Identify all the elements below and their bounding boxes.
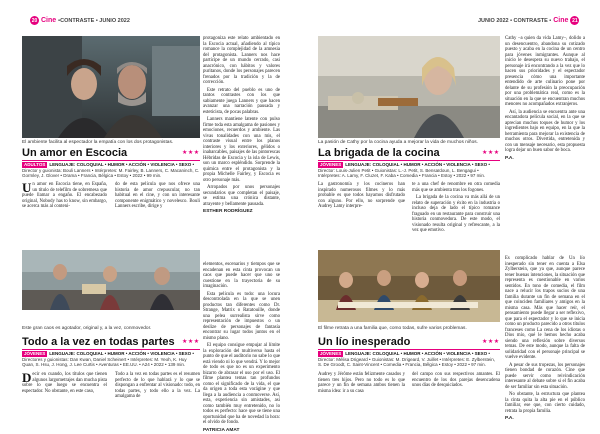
- review-divider: [318, 160, 500, 161]
- left-page-number: 20: [31, 17, 38, 24]
- review-text: do de esta película que nos ofrece una historia de amor crepuscular, no tan habitual en el cine, y con un interesante componente enigmático y novelesco. Bouli Lanners escribe, dirige y: [115, 182, 200, 209]
- review-text: La brigada de la cocina va más allá de un relato de superación y éxito en la industria o incluso deja de lado el típico romance fraguado en un restaurante para construir una historia conmovedora. De este modo, el visionado resulta original y refrescante, a la vez que emotivo.: [412, 195, 500, 233]
- review-text: Así, la audiencia se encuentra ante una encantadora película social, en la que se aprecian muchos toques de humor y los ingredientes bajo en equipo, en la que la herramienta para mejorar la existencia de muchos otros. Divertida, entretenida y con un mensaje necesario, esta propuesta logra dejar un buen sabor de boca.: [505, 109, 585, 153]
- review-body-col-1: [22, 372, 107, 426]
- rating-stars: ★★★: [182, 150, 200, 156]
- review-photo-un-lio-inesperado: [318, 250, 500, 322]
- review-text: Lanners mantiene latente con pulso firme toda esta amalgama de pasiones y emociones, recuerdos y ambiente. Las vivas tonalidades con una mis, el contraste visual entre los planos interiores y los exteriores, gélidos o inabarcables, paisajes de las pintorescas Hébridas de Escocia y la isla de Lewis, son un marco espléndido. Sorprende la química entre el protagonista y la propia Michelle Fairley, y Escocia es otro personaje más.: [203, 117, 280, 183]
- review-body-col-2: [115, 372, 200, 426]
- review-body-col-3: [203, 36, 280, 256]
- review-body-col-3: [203, 262, 280, 433]
- review-photo-la-brigada-de-la-cocina: [318, 36, 500, 138]
- drop-cap: D: [22, 370, 32, 385]
- review-body-col-2: [115, 182, 200, 256]
- review-text: A pesar de sus tropezas, los personajes tienen bondad de corazón. Cine que puede servir como reivindicación interesante al debate sobre si el fin acaba de ser familiar sin esta situación.: [505, 362, 585, 390]
- review-body-col-2: [412, 372, 500, 426]
- review-divider: [318, 349, 500, 350]
- review-text: protagoniza este relato ambientado en la Escocia actual, añadiendo al típico romance la complejidad de la amnesia del protagonista. Lanners nos hace partícipe de un mundo cerrado, casi anacrónico, con hábitos y valores puritanos, donde los personajes parecen frenados por la tradición y la de corrección.: [203, 36, 280, 85]
- review-signature: ESTHER RODRÍGUEZ: [203, 209, 253, 214]
- review-meta: [22, 351, 200, 368]
- review-text: Este retrato del pueblo es uno de tantos contrastes con los que sabiamente juega Lanners y que hacen avanzar una narración pausada y esteticista, de pocas palabras.: [203, 87, 280, 115]
- family-dinner-photo-image: [318, 250, 500, 322]
- review-caption: El ambiente facilita al espectador la empatía con los dos protagonistas.: [22, 140, 174, 145]
- content-ratings: LENGUAJE: COLOQUIAL • HUMOR • ACCIÓN • VIOLENCIA • SEXO •: [49, 351, 194, 356]
- review-text: Todo a la vez en todas partes es el resumen perfecto de lo que hablará y lo que se dispongan a enfrentar al visionado: todo, en todas partes, y todo ello a la vez. La amalgama de: [115, 372, 200, 399]
- review-text: Arropados por unos personajes secundarios que completan el paisaje, se estima una crónica distante, atrayente y bellamente pausada.: [203, 185, 280, 207]
- right-page: [300, 0, 600, 434]
- review-signature: P.A.: [505, 416, 514, 421]
- review-body-col-2: [412, 182, 500, 250]
- review-photo-un-amor-en-escocia: [22, 36, 200, 138]
- drop-cap: U: [22, 180, 32, 195]
- review-credits: Director y guionista: Bouli Lanners • Intérpretes: M. Fairley, B. Lanners, C. Macaninch, C. Gormley, J. Glover • Drama • Francia, Bélgica • Estoy • 2022 • 99 min.: [22, 167, 200, 178]
- review-text: elementos, escenarios y tiempos que se encadenan en esta cinta provocan un caos que puede hacer que uno se cuestione en la trayectoria de su imaginación.: [203, 262, 280, 289]
- review-credits: Director: Mélisa Drigeard • Guionistas: M. Drigeard, V. Juillet • Intérpretes: E. Zylberstein, S. De Groodt, C. Saint-Vincent • Comedia • Francia, Bélgica • Estoy • 2022 • 97 min.: [318, 356, 496, 367]
- review-text: n amor en Escocia tiene, en España, un título de telefilm de sobremesa que puede llamar a engaño. El encabezado original, Nobody has to know, sin embargo, se acerca más al conteni-: [22, 182, 107, 209]
- review-body-col-1: [318, 182, 405, 250]
- review-signature: P.A.: [505, 155, 514, 161]
- section-brand: Cine: [553, 17, 569, 24]
- content-ratings: LENGUAJE: COLOQUIAL • HUMOR • ACCIÓN • VIOLENCIA • SEXO •: [345, 162, 490, 167]
- review-title: Todo a la vez en todas partes: [22, 336, 175, 348]
- content-ratings: LENGUAJE: COLOQUIAL • HUMOR • ACCIÓN • VIOLENCIA • SEXO •: [345, 351, 490, 356]
- content-ratings: LENGUAJE: COLOQUIAL • HUMOR • ACCIÓN • VIOLENCIA • SEXO •: [49, 162, 195, 167]
- review-text: Esta película es todo: una locura descontrolada en la que se unen productos tan diferentes como Dr. Strange, Matrix o Ratatouille, donde una pelea surrealista sirve como representación de impuestos o un deslize de personajes de fantasía encontrar su lugar todos juntos en el mismo plano.: [203, 291, 280, 341]
- family-photo-image: [22, 250, 200, 310]
- rating-stars: ★★★: [482, 150, 500, 156]
- age-rating-badge: ADULTOS: [24, 162, 46, 167]
- review-title: Un lío inesperado: [318, 336, 411, 348]
- right-page-header: [478, 16, 579, 25]
- rating-stars: ★★★: [182, 339, 200, 345]
- review-text: te a una chef de renombre en otra comedia más que se ambienta tras los fogones.: [412, 182, 500, 193]
- section-brand: Cine: [41, 17, 57, 24]
- review-text: Audrey y Jérôme están felizmente casados y tienen tres hijos. Pero no todo es lo que parece y un fin de semana ambos tienen la misma idea: ir a su casa: [318, 372, 405, 394]
- age-rating-badge: JÓVENES: [320, 162, 342, 167]
- review-body-col-3: [505, 256, 585, 426]
- review-caption: La pasión de Cathy por la cocina ayuda a mejorar la vida de muchos niños.: [318, 140, 478, 145]
- review-divider: [22, 160, 200, 161]
- review-signature: PATRICIA AMAT: [203, 427, 240, 433]
- kitchen-photo-image: [318, 36, 500, 138]
- review-text: del campo con sus respectivos amantes. El encuentro de los dos parejas desencadena unos días de desquiciados.: [412, 372, 500, 388]
- review-text: El equipo consigue empujar al límite la exploración del multiverso hasta el punto de que el auditorio no sabe lo que está viendo ni lo que vendrá. Y lo mejor de todo es que no es un experimento bizarro de abrasar el uso por el uso. El filme plantea temas tan profundos como el significado de la vida, el que da origen a toda esta vorágine y que llega a la audiencia a conmoverse. Así, esta, experiencia sin amistades, así como también muy entretenido, no lo todos es perfecto: hace que se tiene una oportunidad que ha de novedad la hora: el olvido de fondo.: [203, 343, 280, 425]
- review-meta: [318, 351, 500, 368]
- review-text: ecir en cuando, los títulos que tienen algunos largometrajes dan mucha pista sobre lo que luego se encuentra el espectador. No obstante, en este caso,: [22, 372, 107, 394]
- review-title: La brigada de la cocina: [318, 147, 440, 159]
- couple-photo-image: [22, 36, 200, 138]
- review-text: No obstante, la estructura que plantea la cinta quita la alta pie en el público familiar, ese que, con cierto cuidado, retrata la propia familia.: [505, 392, 585, 414]
- review-divider: [22, 349, 200, 350]
- review-photo-todo-a-la-vez: [22, 250, 200, 310]
- review-caption: El filme retrata a una familia que, como todas, sufre varios problemas.: [318, 326, 467, 331]
- review-body-col-3: [505, 36, 585, 250]
- right-page-number: 21: [572, 17, 578, 24]
- review-body-col-1: [22, 182, 107, 256]
- review-body-col-1: [318, 372, 405, 426]
- age-rating-badge: JÓVENES: [24, 351, 46, 356]
- left-page-header: [30, 16, 130, 25]
- review-meta: [22, 162, 200, 179]
- review-text: Cathy –a quien da vida Lamy–, dolido a un desencuentro, abandona su cotizado puesto y acaba en la cocina de un centro para jóvenes inmigrantes. Aunque al inicio le desespera su nuevo trabajo, el personaje irá encontrando a la vez que lo hacen sus prioridades y el espectador presencia cómo una importante entendido de arte culinario pone por delante de su profesión la preocupación por una problemática real, como es la situación en la que se encuentran muchos menores no acompañados extranjeros.: [505, 36, 585, 107]
- review-caption: Este gran caos es agotador, original y, a la vez, conmovedor.: [22, 326, 152, 331]
- review-title: Un amor en Escocia: [22, 147, 128, 159]
- rating-stars: ★★★: [482, 339, 500, 345]
- age-rating-badge: JÓVENES: [320, 351, 342, 356]
- review-text: Es complicado hablar de Un lío inesperado sin tener en cuenta a Elsa Zylberstein, que ya que, aunque parece tener buenas intenciones, la situación que representa es cuestionable en varios sentidos. En tono de comedia, el film nace a relucir los trapos sucios de una familia durante un fin de semana en el que coinciden familiares y amigos en la misma casa. Más que hacer reír, el pensamiento puede llegar a ser reflexivo, que para el espectador y lo que se inicia como un producto parecido a otros títulos franceses como La cena de los idiotas o Dios mío, qué le hemos hecho acaba siendo una reflexión sobre diversos temas. De este modo, aunque la falta de solidaridad con el personaje principal se vuelve evidente.: [505, 256, 585, 360]
- section-info: •CONTRASTE • JUNIO 2022: [58, 17, 130, 24]
- review-meta: [318, 162, 500, 179]
- section-info: JUNIO 2022 • CONTRASTE •: [478, 17, 552, 24]
- review-credits: Director: Louis-Julien Petit • Guionistas: L.-J. Petit, S. Bensaïdoun, L. Bengagui • Intérpretes: A. Lamy, F. Cluzet, F. Kaba • Comedia • Francia • Estoy • 2022 • 97 min.: [318, 167, 486, 178]
- review-text: La gastronomía y los cocineros han inspirado numerosos filmes y lo más probable es que todos hayamos disfrutado con alguno. Por ello, no sorprende que Audrey Lamy interpre-: [318, 182, 405, 209]
- review-credits: Directores y guionistas: Dan Kwan, Daniel Scheinert • Intérpretes: M. Yeoh, K. Huy Quan, S. Hsu, J. Hong, J. Lee Curtis • Aventuras • EE.UU. • A24 • 2022 • 139 min.: [22, 356, 187, 367]
